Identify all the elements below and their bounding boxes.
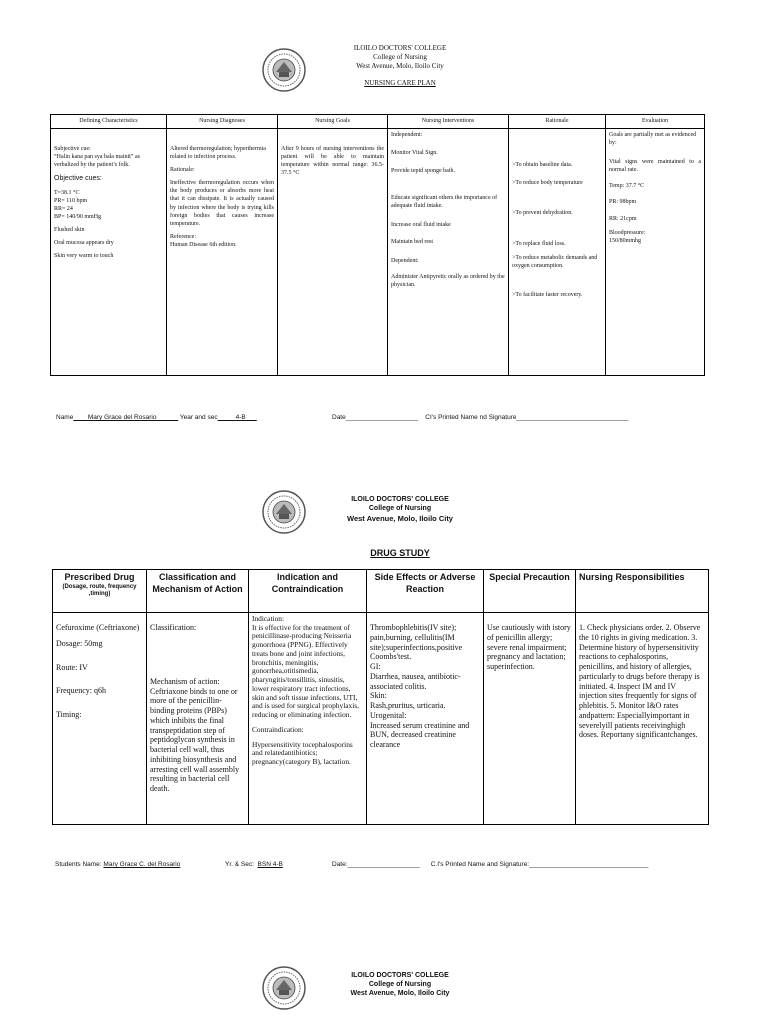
- intervention-1: Monitor Vital Sign.: [391, 150, 438, 157]
- gi-text: Diarrhea, nausea, antibiotic-associated colitis.: [370, 671, 461, 691]
- side-effects-text: Thrombophlebitis(IV site); pain,burning, cellulitis(IM site);superinfections,positive Coombs'test.: [370, 623, 463, 662]
- col-header: Nursing Goals: [278, 115, 388, 129]
- indication-text: It is effective for the treatment of penicillinase-producing Neisseria gonorrhoea (PPNG). Effectively treats bone and joint infections, bronchitis, meningitis, gonorrhea,otitismedia, pharyngitis/tonsillitis, sinusitis, lower respiratory tract infections, skin and soft tissue infections, UTI, and is used for surgical prophylaxis, reducing or eliminating infection.: [252, 622, 360, 720]
- ncp-title: NURSING CARE PLAN: [364, 79, 436, 88]
- skin-label: Skin:: [370, 691, 387, 701]
- col-header: Evaluation: [606, 115, 705, 129]
- drug-timing: Timing:: [56, 710, 82, 719]
- ci-signature-label: C.I's Printed Name and Signature:: [430, 861, 530, 868]
- yr-sec: BSN 4-B: [257, 861, 283, 868]
- defining-characteristics-cell: [51, 129, 167, 376]
- ci-signature-label: CI's Printed Name nd Signature: [425, 414, 517, 421]
- rationale-6: >To facilitate faster recovery.: [512, 291, 583, 298]
- diagnosis-rationale: Ineffective thermoregulation occurs when the body produces or absorbs more heat that it can dissipate. It is actually caused by infection where the body is trying kills foreign bodies that causes increase temperature.: [170, 180, 274, 227]
- table-header-row: [53, 570, 709, 613]
- special-precaution-cell: [484, 613, 576, 825]
- college-name: ILOILO DOCTORS' COLLEGE: [351, 496, 449, 503]
- contraindication-label: Contraindication:: [252, 724, 304, 734]
- page-header-3: [300, 972, 500, 998]
- drug-frequency: Frequency: q6h: [56, 686, 106, 696]
- col-header: Side Effects or Adverse Reaction: [367, 570, 484, 613]
- table-row: [51, 129, 705, 376]
- rationale-1: >To obtain baseline data.: [512, 162, 573, 168]
- college-dept: College of Nursing: [373, 52, 427, 61]
- drug-study-table: [52, 569, 709, 825]
- drug-footer-date: Date:____________________ C.I's Printed Name and Signature:_________________________________: [332, 861, 649, 868]
- urogenital-text: Increased serum creatinine and BUN, decreased creatinine clearance: [370, 720, 470, 749]
- students-name-label: Students Name:: [55, 861, 102, 868]
- moa-label: Mechanism of action:: [150, 676, 220, 686]
- goals-text: After 9 hours of nursing interventions the patient will be able to maintain temperature within normal range: 36.5- 37.5 °C: [281, 146, 384, 177]
- rationale-cell: [509, 129, 606, 376]
- col-header-prescribed: [53, 570, 147, 613]
- drug-route: Route: IV: [56, 662, 88, 672]
- classification-cell: [147, 613, 249, 825]
- cue-skin: Skin very warm to touch: [54, 253, 114, 260]
- nursing-goals-cell: [278, 129, 388, 376]
- contraindication-text: Hypersensitivity tocephalosporins and relatedantibiotics; pregnancy(category B), lactation.: [252, 739, 353, 767]
- rationale-3: >To prevent dehydration.: [512, 210, 573, 217]
- college-address: West Avenue, Molo, Iloilo City: [356, 61, 444, 70]
- evaluation-2: Vital signs were maintained to a normal rate.: [609, 159, 701, 174]
- year-section: 4-B: [235, 414, 246, 421]
- nursing-responsibilities-cell: [576, 613, 709, 825]
- nursing-interventions-cell: [388, 129, 509, 376]
- col-header: Nursing Responsibilities: [576, 570, 709, 613]
- intervention-4: Increase oral fluid intake: [391, 222, 451, 229]
- col-header: Nursing Interventions: [388, 115, 509, 129]
- drug-footer: [55, 861, 180, 868]
- intervention-3: Educate significant others the importance of adequate fluid intake.: [391, 195, 498, 210]
- nursing-care-plan-table: [50, 114, 705, 376]
- diagnosis-text: Altered thermoregulation; hyperthermia related to infection process.: [170, 146, 266, 161]
- evaluation-cell: [606, 129, 705, 376]
- yr-sec-label: Yr. & Sec:: [225, 861, 254, 868]
- classification-label: Classification:: [150, 623, 197, 632]
- objective-label: Objective cues:: [54, 175, 102, 183]
- col-header: Defining Characteristics: [51, 115, 167, 129]
- year-label: Year and sec: [179, 414, 218, 421]
- rationale-label: Rationale:: [170, 167, 195, 174]
- college-address: West Avenue, Molo, Iloilo City: [347, 513, 453, 523]
- ncp-footer-date: Date____________________ CI's Printed Name nd Signature_______________________________: [332, 414, 629, 421]
- drug-study-header: [300, 496, 500, 523]
- col-header: Indication and Contraindication: [249, 570, 367, 613]
- urogenital-label: Urogenital:: [370, 710, 407, 720]
- reference-label: Reference:: [170, 233, 196, 240]
- col-header: Prescribed Drug: [64, 572, 135, 582]
- college-name: ILOILO DOCTORS' COLLEGE: [351, 972, 449, 979]
- cue-flushed: Flushed skin: [54, 227, 85, 234]
- responsibilities-text: 1. Check physicians order. 2. Observe the 10 rights in giving medication. 3. Determine history of hypersensitivity reactions to cephalosporins, penicillins, and history of allergies, particularly to drugs before therapy is initiated. 4. Inspect IM and IV injection sites frequently for signs of phlebitis. 5. Monitor I&O rates andpattern: Especiallyimportant in severelyill patients receivinghigh doses. Reportany significantchanges.: [579, 623, 701, 740]
- indication-cell: [249, 613, 367, 825]
- nursing-diagnosis-cell: [167, 129, 278, 376]
- precaution-text: Use cautiously with istory of penicillin allergy; severe renal impairment; pregnancy and lactation; superinfection.: [487, 623, 571, 671]
- vital-bp: BP= 140/90 mmHg: [54, 214, 102, 220]
- subjective-label: Subjective cue:: [54, 146, 91, 152]
- skin-text: Rash,pruritus, urticaria.: [370, 701, 446, 710]
- side-effects-cell: [367, 613, 484, 825]
- moa-text: Ceftriaxone binds to one or more of the penicillin-binding proteins (PBPs) which inhibits the final transpeptidation step of peptidoglycan synthesis in bacterial cell wall, thus inhibiting biosynthesis and arresting cell wall assembly resulting in bacterial cell death.: [150, 686, 240, 793]
- col-header: Classification and Mechanism of Action: [147, 570, 249, 613]
- gi-label: GI:: [370, 662, 381, 671]
- drug-study-title: DRUG STUDY: [370, 548, 430, 558]
- college-name: ILOILO DOCTORS' COLLEGE: [353, 44, 447, 52]
- col-header: Special Precaution: [484, 570, 576, 613]
- evaluation-1: Goals are partially met as evidenced by:: [609, 132, 697, 147]
- intervention-5: Maintain bed rest: [391, 238, 433, 245]
- rationale-2: >To reduce body temperature: [512, 180, 583, 187]
- col-header: Nursing Diagnoses: [167, 115, 278, 129]
- eval-rr: RR: 21cpm: [609, 215, 637, 222]
- eval-bp-label: Bloodpressure:: [609, 229, 646, 236]
- rationale-4: >To replace fluid loss.: [512, 241, 566, 248]
- drug-dosage: Dosage: 50mg: [56, 638, 103, 648]
- ncp-header: [300, 44, 500, 88]
- dependent-label: Dependent:: [391, 257, 419, 264]
- cue-oral: Oral mucosa appears dry: [54, 240, 114, 247]
- col-subheader: (Dosage, route, frequency ,timing): [62, 583, 137, 598]
- eval-temp: Temp: 37.7 °C: [609, 183, 645, 190]
- vital-temp: T=38.1 °C: [54, 189, 80, 196]
- reference-text: Human Disease 6th edition.: [170, 241, 237, 248]
- intervention-2: Provide tepid sponge bath.: [391, 168, 455, 175]
- date-label: Date: [332, 414, 346, 421]
- name-label: Name: [56, 414, 74, 421]
- eval-bp: 150/80mmhg: [609, 237, 642, 244]
- drug-name: Cefuroxime (Ceftriaxone): [56, 623, 140, 632]
- student-name: Mary Grace del Rosario: [87, 414, 157, 421]
- col-header: Rationale: [509, 115, 606, 129]
- prescribed-drug-cell: [53, 613, 147, 825]
- college-dept: College of Nursing: [368, 504, 432, 512]
- college-address: West Avenue, Molo, Iloilo City: [350, 989, 450, 997]
- date-label: Date:: [332, 861, 348, 868]
- drug-footer-yr: [225, 861, 283, 868]
- table-header-row: [51, 115, 705, 129]
- table-row: [53, 613, 709, 825]
- vital-rr: RR= 24: [54, 205, 73, 212]
- college-dept: College of Nursing: [368, 980, 432, 988]
- independent-label: Independent:: [391, 132, 423, 138]
- subjective-cue: “Halin kana pan sya bala mainit” as verbalized by the patient’s folk.: [54, 154, 140, 169]
- indication-label: Indication:: [252, 614, 285, 623]
- vital-pr: PR= 110 bpm: [54, 197, 88, 204]
- intervention-6: Administer Antipyretic orally as ordered by the physician.: [391, 273, 505, 288]
- ncp-footer: Name____Mary Grace del Rosario______ Year and sec_____4-B___: [56, 414, 257, 421]
- students-name: Mary Grace C. del Rosario: [103, 861, 181, 868]
- eval-pr: PR: 98bpm: [609, 199, 637, 206]
- rationale-5: >To reduce metabolic demands and oxygen consumption.: [512, 255, 598, 270]
